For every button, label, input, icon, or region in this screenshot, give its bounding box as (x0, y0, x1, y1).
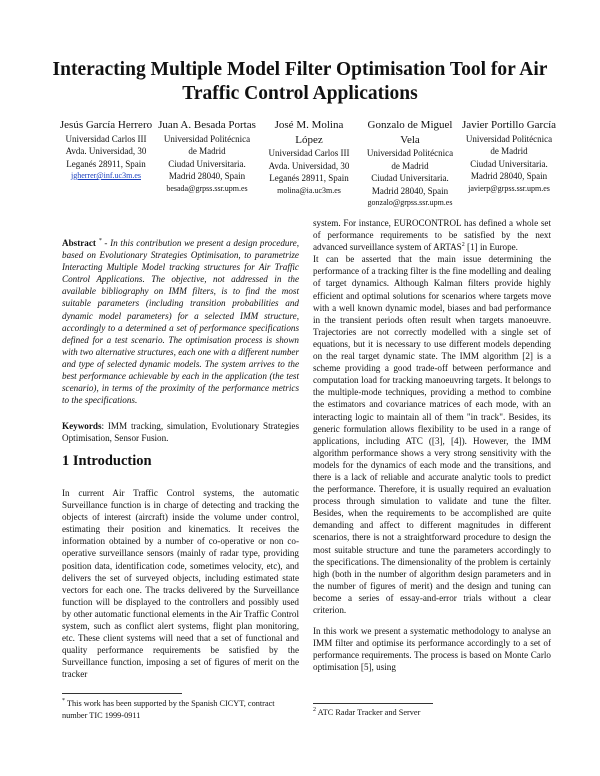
author-4 (361, 118, 459, 210)
footnote-funding (62, 698, 299, 722)
abstract-block (62, 237, 299, 445)
paragraph-methodology: In this work we present a systematic methodology to analyse an IMM filter and optimise its performance accordingly to a set of performance requirements. The process is based on Monte Carlo optimisation [5], using (313, 626, 551, 673)
author-affiliation-line: Ciudad Universitaria. (470, 158, 548, 169)
paragraph-artas (313, 217, 551, 253)
right-column-body (313, 217, 551, 673)
author-5 (460, 118, 558, 195)
author-email: molina@ia.uc3m.es (277, 185, 341, 195)
author-affiliation-line: de Madrid (490, 146, 528, 156)
author-name: Gonzalo de Miguel Vela (367, 119, 453, 146)
abstract (62, 237, 299, 406)
author-email: javierp@grpss.ssr.upm.es (468, 183, 550, 193)
author-affiliation-line: Universidad Politécnica (465, 133, 553, 144)
author-name: Javier Portillo García (461, 119, 557, 131)
keywords (62, 420, 299, 444)
author-affiliation-line: Avda. Universidad, 30 (268, 160, 350, 171)
footnote-text: This work has been supported by the Spanish CICYT, contract number TIC 1999-0911 (62, 699, 275, 720)
author-affiliation-line: de Madrid (391, 160, 429, 171)
author-name: José M. Molina López (274, 119, 344, 146)
paragraph-text: [1] in Europe. (464, 242, 518, 253)
author-affiliation-line: Ciudad Universitaria. (371, 173, 449, 183)
paragraph-imm: It can be asserted that the main issue determining the performance of a tracking filter is the fine modelling and dealing of target dynamics. Although Kalman filters provide highly efficient and optimal solutions for scenarios where targets move with a well known dynamic model, biases and bad performance in the transient periods often result when targets manoeuvre. Trajectories are not correctly modelled with a single set of equations, but it is necessary to use different models depending on the real target dynamic state. The IMM algorithm [2] is a scheme providing a good trade-off between performance and computation load for tracking manoeuvring targets. It belongs to the multiple-mode techniques, providing a method to combine the estimators and covariance matrices of each mode, with an interacting logic to maintain all of them "in track". Besides, its generic formulation allows flexibility to be used in a range of applications, including ATC ([3], [4]). However, the IMM algorithm performance shows a very strong sensitivity with the models for the dynamics of each mode and the transitions, and there is a lack of reliable and accurate analytic tools to predict the performance. Therefore, it is usually required an evaluation process through simulation to validate and tune the filter. Besides, when the requirements to be accomplished are quite demanding and affect to different magnitudes in different scenarios, there is not a straightforward procedure to design the most suitable structure and tune the parameters accordingly to the specifications. The dimensionality of the problem is certainly high (both in the number of algorithm design parameters and in the number of figures of merit) and the design and tuning can become a series of essay-and-error trials without a clear criterion. (313, 254, 551, 615)
author-email: besada@grpss.ssr.upm.es (166, 183, 248, 193)
footnote-text: ATC Radar Tracker and Server (316, 708, 421, 717)
section-heading-introduction: 1 Introduction (62, 453, 152, 469)
author-2 (158, 118, 256, 195)
author-affiliation-line: Leganés 28911, Spain (269, 173, 349, 183)
footnote-artas (313, 707, 551, 719)
author-affiliation-line: Universidad Politécnica (163, 133, 251, 144)
footnote-marker: * (62, 698, 65, 705)
author-affiliation-line: Madrid 28040, Spain (371, 185, 449, 196)
author-affiliation-line: Universidad Politécnica (366, 148, 454, 158)
author-affiliation-line: Madrid 28040, Spain (470, 171, 548, 181)
footnote-marker: 2 (313, 707, 316, 714)
footnote-divider (313, 703, 433, 704)
author-affiliation-line: Ciudad Universitaria. (168, 158, 246, 169)
keywords-text: : IMM tracking, simulation, Evolutionary Strategies Optimisation, Sensor Fusion. (62, 421, 299, 444)
left-column-body (62, 487, 299, 681)
author-name: Jesús García Herrero (59, 119, 153, 131)
footnote-divider (62, 693, 182, 694)
author-affiliation-line: Leganés 28911, Spain (66, 158, 146, 169)
paragraph-text: system. For instance, EUROCONTROL has defined a whole set of performance requirements to be satisfied by the next advanced surveillance system of ARTAS (313, 218, 551, 253)
footnote-marker: 2 (461, 242, 465, 249)
author-block (58, 118, 558, 213)
author-affiliation-line: Universidad Carlos III (268, 148, 350, 158)
author-3 (261, 118, 357, 197)
author-email-link[interactable]: jgherrer@inf.uc3m.es (70, 171, 141, 180)
keywords-label: Keywords (62, 421, 102, 432)
author-affiliation-line: Avda. Universidad, 30 (65, 146, 147, 156)
author-1 (58, 118, 154, 183)
footnote-marker: * (98, 237, 102, 244)
author-email: gonzalo@grpss.ssr.upm.es (367, 198, 453, 207)
intro-paragraph: In current Air Traffic Control systems, the automatic Surveillance function is in charge of detecting and tracking the objects of interest (aircraft) inside the volume under control, estimating their position and kinematics. It receives the information obtained by a number of co-operative or non co-operative surveillance sensors (mainly of radar type, providing position data, identification code, sometimes velocity, etc), and delivers the set of surveyed objects, including estimated state vectors for each one. The tracks delivered by the Surveillance function will be displayed to the controllers and possibly used by other automatic functional elements in the Air Traffic Control system, such as conflict alert systems, flight plan monitoring, etc. These client systems will need that a set of functional and quality performance requirements be satisfied by the Surveillance function, imposing a set of figures of merit on the tracker (62, 488, 299, 680)
abstract-label: Abstract (62, 238, 96, 248)
author-affiliation-line: de Madrid (188, 146, 226, 156)
abstract-text: - In this contribution we present a design procedure, based on Evolutionary Strategies Optimisation, to parametrize Interacting Multiple Model tracking structures for Air Traffic Control Applications. The objective, not addressed in the available bibliography on IMM filters, is to find the most suitable parameters (including transition probabilities and dynamic model parameters) for a selected IMM structure, accordingly to a determined a set of performance specifications defined for a test scenario. The optimisation process is shown with two alternative structures, each one with a different number and type of selected dynamic models. The system arrives to the best performance achievable by each in the application (the test scenario), in terms of the proximity of the performance metrics to the specifications. (62, 238, 300, 406)
paper-title: Interacting Multiple Model Filter Optimisation Tool for Air Traffic Control Applications (52, 59, 548, 104)
author-affiliation-line: Madrid 28040, Spain (168, 171, 246, 181)
author-name: Juan A. Besada Portas (158, 119, 256, 131)
author-affiliation-line: Universidad Carlos III (65, 133, 147, 144)
